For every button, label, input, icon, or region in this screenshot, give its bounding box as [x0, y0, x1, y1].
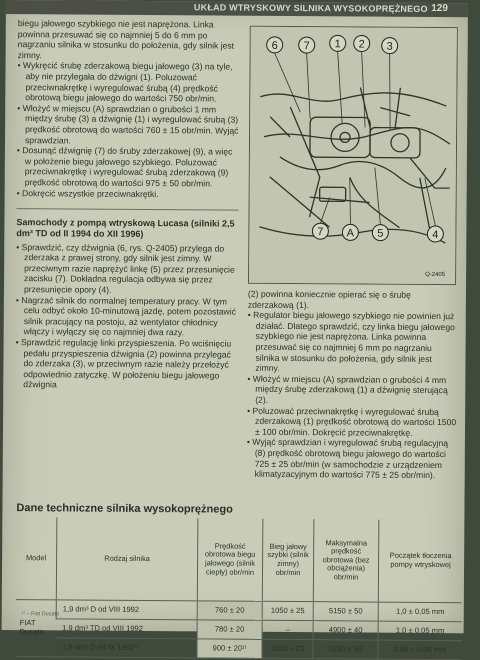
bullet-item: • Regulator biegu jałowego szybkiego nie powinien już działać. Dlatego sprawdzić, czy linka biegu jałowego szybkiego nie jest naprężona. Linka powinna przesuwać się co najmniej 6 mm po nagrzaniu silnika w stosunku do położenia, gdy silnik jest zimny.: [247, 309, 455, 374]
max-rpm-cell: 5250 ± 50: [313, 640, 378, 659]
svg-text:7: 7: [303, 40, 310, 53]
model-name: Ducato: [19, 627, 44, 637]
bullet-item: • Wykręcić śrubę zderzakową biegu jałowego (3) na tyle, aby nie przylegała do dźwigni (1). Poluzować przeciwnakrętkę i wyregulować śrubą (4) prędkość obrotową biegu jałowego do wartości 750 obr/min.: [17, 60, 233, 104]
col-header-fast-idle: Bieg jałowy szybki (silnik zimny) obr/min: [262, 519, 314, 602]
injection-cell: 0,86 ± 0,05 mm: [378, 640, 462, 660]
idle-cell: 900 ± 20¹⁾: [197, 639, 262, 658]
max-rpm-cell: 4900 ± 40: [313, 621, 378, 640]
callout-4: [427, 226, 443, 242]
fast-idle-cell: –: [262, 620, 313, 639]
injection-cell: 1,0 ± 0,05 mm: [378, 621, 462, 641]
svg-text:4: 4: [432, 228, 439, 242]
fast-idle-cell: 1050 ± 25: [262, 601, 313, 620]
right-column: [247, 289, 458, 481]
table-title: Dane techniczne silnika wysokoprężnego: [16, 502, 233, 516]
bullet-item: • Sprawdzić, czy dźwignia (6, rys. Q-2405) przylega do zderzaka z prawej strony, gdy silnik jest zimny. W przeciwnym razie naprężyć linkę (5) przez przesunięcie zacisku (7). Dokładna regulacja odbywa się przez przesunięcie opory (4).: [16, 241, 235, 295]
callout-6: [267, 37, 283, 53]
callout-2: [354, 35, 370, 51]
footnote: ¹⁾ – Fiat Ducato: [21, 611, 60, 618]
bullet-item: • Poluzować przeciwnakrętkę i wyregulować śrubą zderzakową (1) prędkość obrotową do wartości 1500 ± 100 obr/min. Dokręcić przeciwnakrętkę.: [247, 405, 457, 438]
bullet-item: • Dosunąć dźwignię (7) do śruby zderzakowej (9), a więc w położenie biegu jałowego szybkiego. Poluzować przeciwnakrętkę i wyregulować śrubą zderzakową (9) prędkość obrotową do wartości 975 ± 50 obr/min.: [16, 145, 233, 189]
header-title: UKŁAD WTRYSKOWY SILNIKA WYSOKOPRĘŻNEGO: [193, 2, 428, 14]
svg-text:1: 1: [334, 38, 341, 51]
pump-diagram: [249, 27, 457, 284]
col-header-injection: Początek tłoczenia pompy wtryskowej: [378, 520, 462, 603]
engine-cell: 1,9 dm³ D od IX 1992¹⁾: [56, 638, 197, 658]
svg-text:6: 6: [271, 39, 278, 52]
callout-5: [372, 225, 388, 241]
idle-cell: 780 ± 20: [197, 620, 262, 639]
svg-text:5: 5: [377, 227, 384, 240]
bullet-item: • Sprawdzić regulację linki przyspieszenia. Po wciśnięciu pedału przyspieszenia dźwignia (2) powinna przylegać do zderzaka (3), w przeciwnym razie należy przełożyć odpowiednio zatyczkę. W położeniu biegu jałowego dźwignia: [15, 337, 232, 390]
callout-a: [342, 224, 358, 240]
svg-text:3: 3: [386, 40, 393, 53]
document-page: [2, 0, 468, 654]
figure-ref: Q-2405: [425, 271, 446, 279]
col-header-model: Model: [16, 517, 57, 600]
idle-cell: 760 ± 20: [197, 601, 262, 620]
running-header: [6, 0, 468, 17]
svg-text:A: A: [346, 227, 355, 240]
callout-7: [299, 37, 315, 53]
tech-data-table: [15, 517, 462, 660]
table-row: [15, 638, 461, 660]
callout-3: [382, 38, 398, 54]
callout-1: [330, 35, 346, 51]
left-column: [15, 18, 240, 392]
model-make: FIAT: [19, 618, 36, 628]
model-cell: [15, 600, 56, 657]
section-heading: Samochody z pompą wtryskową Lucasa (silniki 2,5 dm³ TD od II 1994 do XII 1996): [16, 208, 238, 240]
paragraph: biegu jałowego szybkiego nie jest naprężona. Linka powinna przesuwać się co najmniej 5 do 6 mm po nagrzaniu silnika w stosunku do położenia, gdy silnik jest zimny.: [17, 18, 235, 61]
fast-idle-cell: 1050 ± 25: [262, 639, 313, 658]
bullet-item: • Włożyć w miejscu (A) sprawdzian o grubości 1 mm między śrubę (3) a dźwignię (1) i wyregulować śrubą (3) prędkość obrotową do wartości 760 ± 15 obr/min. Wyjąć sprawdzian.: [17, 102, 239, 145]
svg-text:7: 7: [317, 226, 324, 239]
max-rpm-cell: 5150 ± 50: [313, 602, 378, 621]
callout-7-bottom: [312, 223, 328, 239]
injection-cell: 1,0 ± 0,05 mm: [378, 602, 462, 622]
bullet-item: • Dokręcić wszystkie przeciwnakrętki.: [16, 187, 159, 199]
paragraph: (2) powinna koniecznie opierać się o śrubę zderzakową (1).: [247, 288, 411, 310]
col-header-engine: Rodzaj silnika: [56, 517, 198, 600]
svg-text:2: 2: [358, 38, 365, 51]
page-number: 129: [431, 2, 448, 15]
col-header-idle: Prędkość obrotowa biegu jałowego (silnik ciepły) obr/min: [197, 518, 263, 601]
engine-cell: 1,9 dm³ TD od VIII 1992: [56, 619, 197, 639]
bullet-item: • Włożyć w miejscu (A) sprawdzian o grubości 4 mm między śrubę zderzakową (1) a dźwignię sterującą (2).: [247, 373, 448, 405]
bullet-item: • Wyjąć sprawdzian i wyregulować śrubą regulacyjną (8) prędkość obrotową biegu jałowego do wartości 725 ± 25 obr/min (w samochodzie z urządzeniem klimatyzacyjnym do wartości 775 ± 25 obr/min).: [246, 437, 449, 481]
col-header-max-rpm: Maksymalna prędkość obrotowa (bez obciążenia) obr/min: [313, 519, 379, 602]
engine-cell: 1,9 dm³ D od VIII 1992: [56, 600, 197, 620]
pump-diagram-figure: [248, 26, 458, 285]
bullet-item: • Nagrzać silnik do normalnej temperatury pracy. W tym celu odbyć około 10-minutową jazdę, potem pozostawić silnik pracujący na postoju, aż wentylator chłodnicy włączy i wyłączy się co najmniej dwa razy.: [15, 294, 236, 338]
